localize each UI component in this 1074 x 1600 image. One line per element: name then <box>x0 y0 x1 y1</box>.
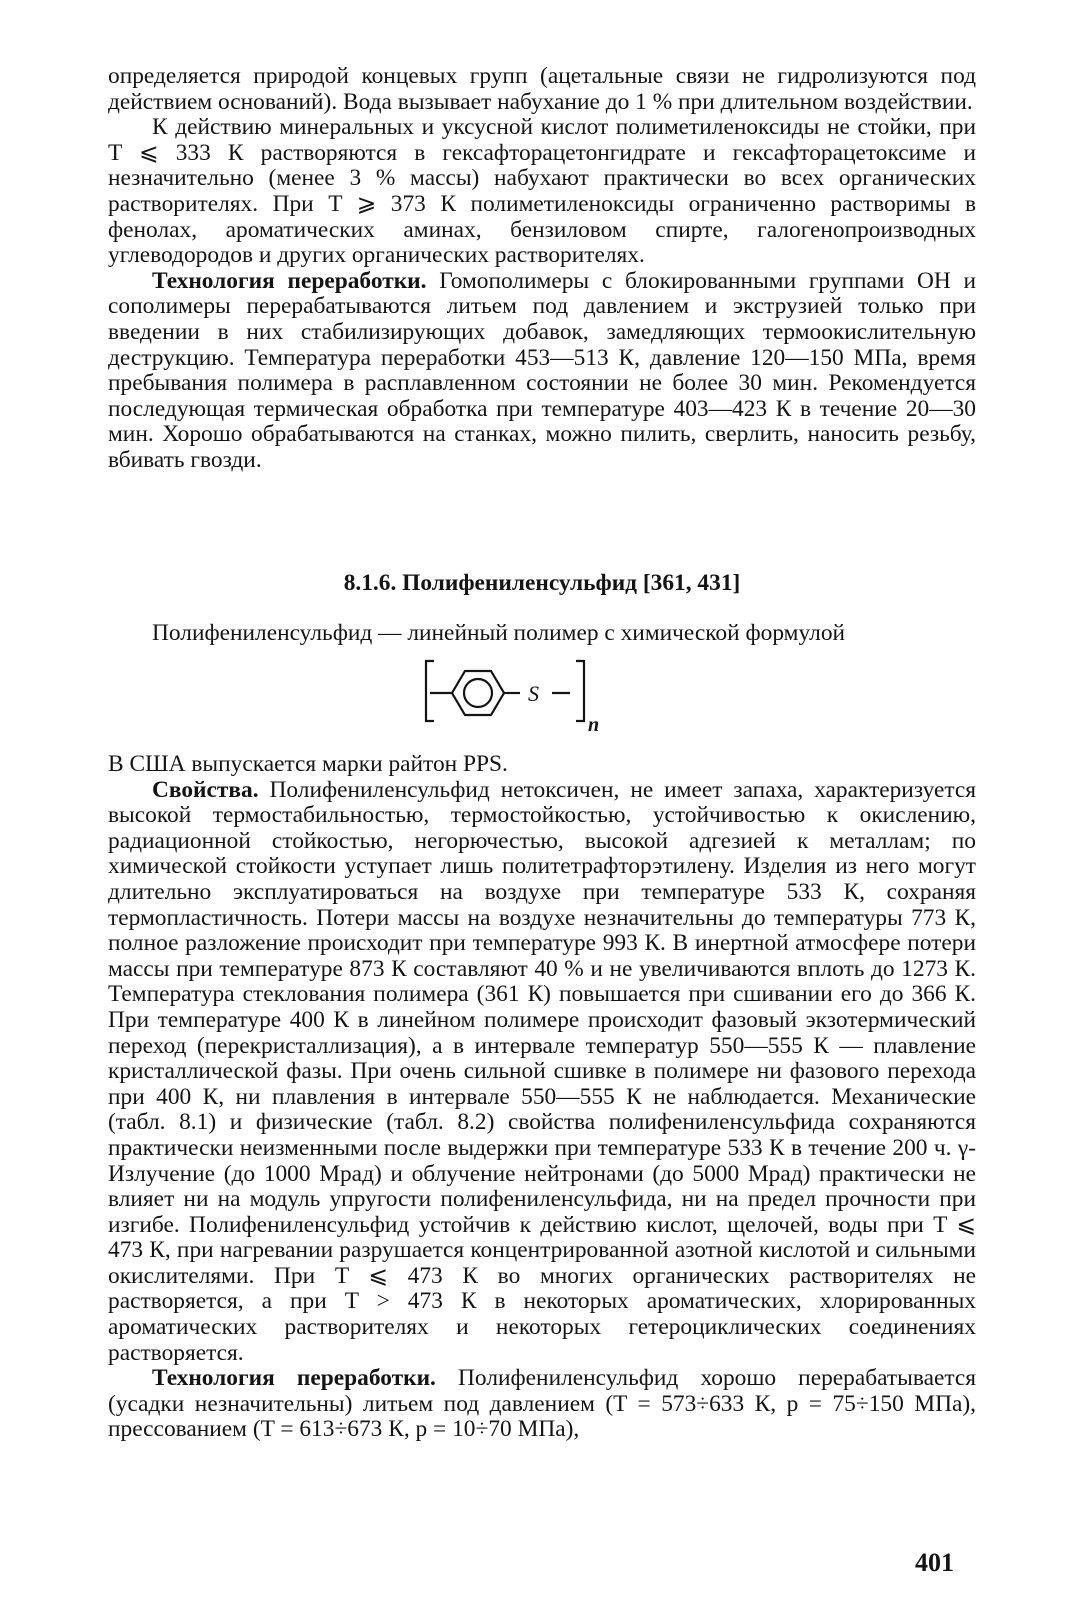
processing-pps-body: Полифениленсульфид хорошо перерабатывается (усадки незначительны) литьем под давлением (T = 573÷633 К, p = 75÷150 МПа), прессованием (T = 613÷673 К, p = 10÷70 МПа), <box>108 1365 976 1443</box>
text-block-bottom <box>108 752 976 1443</box>
properties-body: Полифениленсульфид нетоксичен, не имеет запаха, характеризуется высокой термостабильностью, термостойкостью, устойчивостью к окислению, радиационной стойкостью, негорючестью, высокой адгезией к металлам; по химической стойкости уступает лишь политетрафторэтилену. Изделия из него могут длительно эксплуатироваться на воздухе при температуре 533 К, сохраняя термопластичность. Потери массы на воздухе незначительны до температуры 773 К, полное разложение происходит при температуре 993 К. В инертной атмосфере потери массы при температуре 873 К составляют 40 % и не увеличиваются вплоть до 1273 К. Температура стеклования полимера (361 К) повышается при сшивании его до 366 К. При температуре 400 К в линейном полимере происходит фазовый экзотермический переход (перекристаллизация), а в интервале температур 550—555 К — плавление кристаллической фазы. При очень сильной сшивке в полимере ни фазового перехода при 400 К, ни плавления в интервале 550—555 К не наблюдается. Механические (табл. 8.1) и физические (табл. 8.2) свойства полифениленсульфида сохраняются практически неизменными после выдержки при температуре 533 К в течение 200 ч. γ-Излучение (до 1000 Мрад) и облучение нейтронами (до 5000 Мрад) практически не влияет ни на модуль упругости полифениленсульфида, ни на предел прочности при изгибе. Полифениленсульфид устойчив к действию кислот, щелочей, воды при T ⩽ 473 К, при нагревании разрушается концентрированной азотной кислотой и сильными окислителями. При T ⩽ 473 К во многих органических растворителях не растворяется, а при T > 473 К в некоторых ароматических, хлорированных ароматических растворителях и некоторых гетероциклических соединениях растворяется. <box>108 776 976 1366</box>
paragraph-brand: В США выпускается марки райтон PPS. <box>108 751 508 777</box>
text-block-top <box>108 64 976 474</box>
processing-body: Гомополимеры с блокированными группами ОН и сополимеры перерабатываются литьем под давлением и экструзией только при введении в них стабилизирующих добавок, замедляющих термоокислительную деструкцию. Температура переработки 453—513 К, давление 120—150 МПа, время пребывания полимера в расплавленном состоянии не более 30 мин. Рекомендуется последующая термическая обработка при температуре 403—423 К в течение 20—30 мин. Хорошо обрабатываются на станках, можно пилить, сверлить, наносить резьбу, вбивать гвозди. <box>108 267 976 473</box>
paragraph-properties <box>108 778 976 1367</box>
section-title: 8.1.6. Полифениленсульфид [361, 431] <box>343 570 741 596</box>
processing-pps-lead: Технология переработки. <box>152 1365 436 1392</box>
sulfur-label: S <box>528 681 539 706</box>
formula-intro: Полифениленсульфид — линейный полимер с химической формулой <box>152 620 846 646</box>
paragraph-processing-pom <box>108 269 976 474</box>
right-bracket-icon <box>576 661 584 721</box>
properties-lead: Свойства. <box>152 776 259 803</box>
chemical-formula <box>420 655 650 735</box>
paragraph-acid-resistance: К действию минеральных и уксусной кислот полиметиленоксиды не стойки, при T ⩽ 333 К растворяются в гексафторацетонгидрате и гексафторацетоксиме и незначительно (менее 3 % массы) набухают практически во всех органических растворителях. При T ⩾ 373 К полиметиленоксиды ограниченно растворимы в фенолах, ароматических аминах, бензиловом спирте, галогенопроизводных углеводородов и других органических растворителях. <box>108 114 976 269</box>
paragraph-processing-pps <box>108 1366 976 1443</box>
subscript-n: n <box>588 714 600 735</box>
processing-lead: Технология переработки. <box>152 267 427 294</box>
page-number: 401 <box>915 1548 954 1577</box>
paragraph-continuation: определяется природой концевых групп (ацетальные связи не гидролизуются под действием оснований). Вода вызывает набухание до 1 % при длительном воздействии. <box>108 63 976 115</box>
benzene-ring-icon <box>452 671 504 715</box>
left-bracket-icon <box>426 661 434 721</box>
